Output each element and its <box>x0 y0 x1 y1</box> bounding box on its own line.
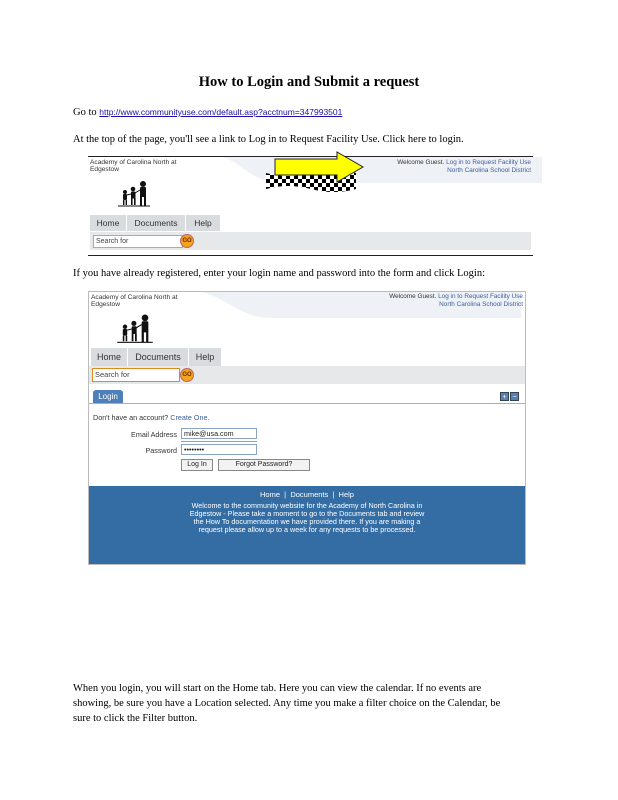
collapse-icon[interactable]: − <box>510 392 519 401</box>
footer-links: Home | Documents | Help <box>260 490 354 499</box>
tab-help[interactable]: Help <box>186 215 221 231</box>
goto-prefix: Go to <box>73 107 100 118</box>
footer-text-3: the How To documentation we have provided there. If you are making a <box>193 517 421 526</box>
paragraph-2: If you have already registered, enter your login name and password into the form and click Login: <box>73 268 485 279</box>
search-input[interactable]: Search for <box>92 368 180 382</box>
expand-icon[interactable]: + <box>500 392 509 401</box>
org-name-line1: Academy of Carolina North at <box>90 159 177 166</box>
paragraph-3-line-2: showing, be sure you have a Location selected. Any time you make a filter choice on the Calendar, be <box>73 698 501 709</box>
footer-text-4: request please allow up to a week for any requests to be processed. <box>198 525 416 534</box>
org-name-line2: Edgestow <box>91 301 120 308</box>
tab-documents[interactable]: Documents <box>128 348 189 366</box>
login-request-link[interactable]: Log in to Request Facility Use <box>446 159 531 166</box>
org-name <box>90 159 177 173</box>
screenshot-login-page <box>88 291 526 565</box>
paragraph-3 <box>73 681 500 726</box>
footer-text-1: Welcome to the community website for the Academy of North Carolina in <box>191 501 423 510</box>
tab-home[interactable]: Home <box>91 348 128 366</box>
password-field[interactable]: •••••••• <box>181 444 257 455</box>
go-button[interactable]: GO <box>180 234 194 248</box>
no-account-line <box>93 413 209 422</box>
panel-divider <box>89 403 525 404</box>
field-underline <box>181 441 257 442</box>
login-request-link[interactable]: Log in to Request Facility Use <box>438 293 523 300</box>
welcome-guest: Welcome Guest. <box>389 293 437 300</box>
screenshot-header <box>88 156 533 256</box>
email-label: Email Address <box>131 430 177 439</box>
footer-link-help[interactable]: Help <box>338 490 354 499</box>
org-name-line2: Edgestow <box>90 166 119 173</box>
paragraph-3-line-1: When you login, you will start on the Home tab. Here you can view the calendar. If no events are <box>73 683 482 694</box>
footer-text-2: Edgestow - Please take a moment to go to the Documents tab and review <box>189 509 425 518</box>
district-link[interactable]: North Carolina School District <box>439 301 523 308</box>
email-field[interactable]: mike@usa.com <box>181 428 257 439</box>
footer-link-documents[interactable]: Documents <box>290 490 329 499</box>
yellow-arrow-icon <box>273 151 365 183</box>
goto-line <box>73 107 342 118</box>
family-logo-icon <box>115 314 155 344</box>
document-title: How to Login and Submit a request <box>198 74 420 90</box>
tab-home[interactable]: Home <box>90 215 127 231</box>
paragraph-3-line-3: sure to click the Filter button. <box>73 713 198 724</box>
no-account-text: Don't have an account? <box>93 413 169 422</box>
nav-tabs <box>90 215 221 231</box>
family-logo-icon <box>116 181 152 207</box>
district-link[interactable]: North Carolina School District <box>447 167 531 174</box>
welcome-area <box>389 293 523 309</box>
tab-login[interactable]: Login <box>93 390 123 403</box>
site-footer <box>89 486 525 564</box>
search-bar <box>90 232 531 250</box>
search-input[interactable]: Search for <box>93 235 183 248</box>
paragraph-1: At the top of the page, you'll see a link to Log in to Request Facility Use. Click here to login. <box>73 134 464 145</box>
tab-help[interactable]: Help <box>189 348 222 366</box>
org-name-line1: Academy of Carolina North at <box>91 294 178 301</box>
org-name <box>91 294 178 308</box>
nav-tabs <box>91 348 222 366</box>
create-account-link[interactable]: Create One. <box>170 413 210 422</box>
forgot-password-button[interactable]: Forgot Password? <box>218 459 310 471</box>
welcome-guest: Welcome Guest. <box>397 159 445 166</box>
go-button[interactable]: GO <box>180 368 194 382</box>
login-button[interactable]: Log In <box>181 459 213 471</box>
community-use-link[interactable]: http://www.communityuse.com/default.asp?acctnum=347993501 <box>99 107 343 117</box>
tab-documents[interactable]: Documents <box>127 215 186 231</box>
welcome-area <box>397 159 531 175</box>
search-bar <box>89 366 525 384</box>
password-label: Password <box>145 446 177 455</box>
footer-link-home[interactable]: Home <box>260 490 281 499</box>
